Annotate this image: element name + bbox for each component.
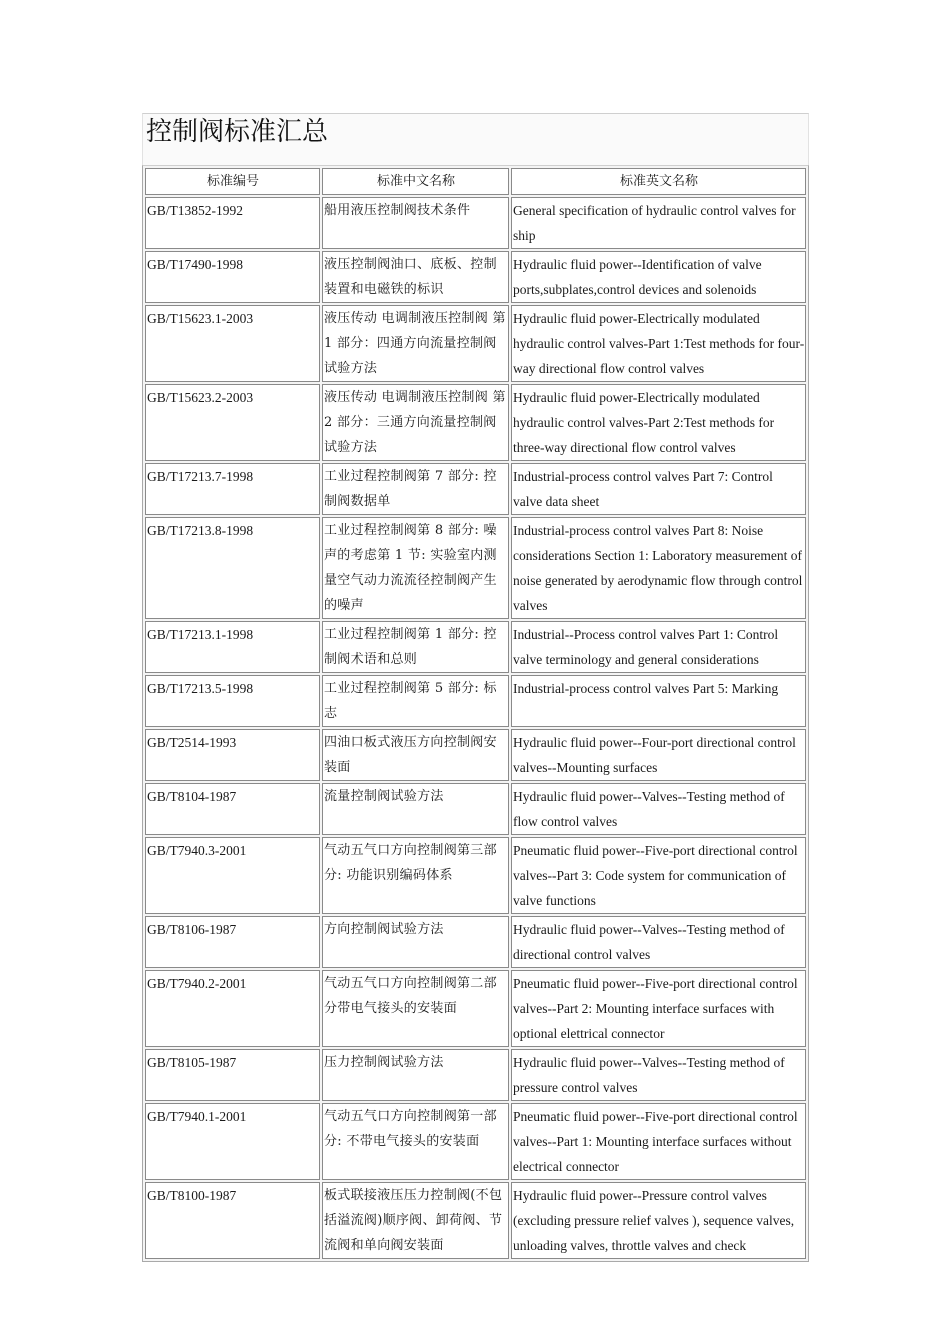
- table-row: [145, 970, 806, 1047]
- english-name-cell: Pneumatic fluid power--Five-port directional control valves--Part 2: Mounting interface surfaces with optional elettrical connector: [511, 970, 806, 1047]
- table-row: [145, 621, 806, 673]
- chinese-name-cell: 气动五气口方向控制阀第三部分: 功能识别编码体系: [322, 837, 509, 914]
- chinese-name-cell: 工业过程控制阀第 8 部分: 噪声的考虑第 1 节: 实验室内测量空气动力流流径控制阀产生的噪声: [322, 517, 509, 619]
- table-row: [145, 729, 806, 781]
- table-row: [145, 384, 806, 461]
- english-name-cell: Hydraulic fluid power--Four-port directional control valves--Mounting surfaces: [511, 729, 806, 781]
- english-name-cell: Industrial-process control valves Part 7: Control valve data sheet: [511, 463, 806, 515]
- chinese-name-cell: 气动五气口方向控制阀第二部分带电气接头的安装面: [322, 970, 509, 1047]
- table-row: [145, 197, 806, 249]
- header-cn-name: 标准中文名称: [322, 168, 509, 195]
- standard-code-cell: GB/T8104-1987: [145, 783, 320, 835]
- chinese-name-cell: 气动五气口方向控制阀第一部分: 不带电气接头的安装面: [322, 1103, 509, 1180]
- standard-code-cell: GB/T15623.2-2003: [145, 384, 320, 461]
- standards-table: [142, 165, 809, 1262]
- standard-code-cell: GB/T2514-1993: [145, 729, 320, 781]
- chinese-name-cell: 方向控制阀试验方法: [322, 916, 509, 968]
- table-row: [145, 837, 806, 914]
- standard-code-cell: GB/T17490-1998: [145, 251, 320, 303]
- english-name-cell: Hydraulic fluid power--Pressure control valves (excluding pressure relief valves ), sequence valves, unloading valves, throttle valves and check: [511, 1182, 806, 1259]
- standard-code-cell: GB/T17213.5-1998: [145, 675, 320, 727]
- chinese-name-cell: 液压传动 电调制液压控制阀 第 1 部分：四通方向流量控制阀试验方法: [322, 305, 509, 382]
- english-name-cell: General specification of hydraulic control valves for ship: [511, 197, 806, 249]
- english-name-cell: Industrial-process control valves Part 5: Marking: [511, 675, 806, 727]
- table-row: [145, 675, 806, 727]
- english-name-cell: Hydraulic fluid power--Valves--Testing method of flow control valves: [511, 783, 806, 835]
- table-row: [145, 463, 806, 515]
- standard-code-cell: GB/T17213.1-1998: [145, 621, 320, 673]
- page-title: 控制阀标准汇总: [146, 117, 329, 147]
- english-name-cell: Hydraulic fluid power--Identification of valve ports,subplates,control devices and solenoids: [511, 251, 806, 303]
- title-bar: [142, 113, 809, 165]
- standard-code-cell: GB/T8106-1987: [145, 916, 320, 968]
- chinese-name-cell: 液压传动 电调制液压控制阀 第 2 部分：三通方向流量控制阀试验方法: [322, 384, 509, 461]
- standard-code-cell: GB/T17213.8-1998: [145, 517, 320, 619]
- standard-code-cell: GB/T17213.7-1998: [145, 463, 320, 515]
- english-name-cell: Pneumatic fluid power--Five-port directional control valves--Part 3: Code system for communication of valve functions: [511, 837, 806, 914]
- chinese-name-cell: 四油口板式液压方向控制阀安装面: [322, 729, 509, 781]
- english-name-cell: Hydraulic fluid power--Valves--Testing method of directional control valves: [511, 916, 806, 968]
- chinese-name-cell: 工业过程控制阀第 5 部分: 标志: [322, 675, 509, 727]
- header-code: 标准编号: [145, 168, 320, 195]
- chinese-name-cell: 船用液压控制阀技术条件: [322, 197, 509, 249]
- document: [142, 113, 809, 1262]
- standard-code-cell: GB/T13852-1992: [145, 197, 320, 249]
- standard-code-cell: GB/T8100-1987: [145, 1182, 320, 1259]
- chinese-name-cell: 流量控制阀试验方法: [322, 783, 509, 835]
- table-row: [145, 916, 806, 968]
- table-row: [145, 517, 806, 619]
- standard-code-cell: GB/T7940.3-2001: [145, 837, 320, 914]
- chinese-name-cell: 工业过程控制阀第 1 部分: 控制阀术语和总则: [322, 621, 509, 673]
- chinese-name-cell: 液压控制阀油口、底板、控制装置和电磁铁的标识: [322, 251, 509, 303]
- table-row: [145, 783, 806, 835]
- table-body: [145, 197, 806, 1259]
- english-name-cell: Hydraulic fluid power--Valves--Testing method of pressure control valves: [511, 1049, 806, 1101]
- english-name-cell: Hydraulic fluid power-Electrically modulated hydraulic control valves-Part 1:Test methods for four-way directional flow control valves: [511, 305, 806, 382]
- english-name-cell: Industrial--Process control valves Part 1: Control valve terminology and general considerations: [511, 621, 806, 673]
- standard-code-cell: GB/T7940.2-2001: [145, 970, 320, 1047]
- english-name-cell: Industrial-process control valves Part 8: Noise considerations Section 1: Laboratory measurement of noise generated by aerodynamic flow through control valves: [511, 517, 806, 619]
- table-row: [145, 1049, 806, 1101]
- table-row: [145, 251, 806, 303]
- chinese-name-cell: 工业过程控制阀第 7 部分: 控制阀数据单: [322, 463, 509, 515]
- english-name-cell: Hydraulic fluid power-Electrically modulated hydraulic control valves-Part 2:Test methods for three-way directional flow control valves: [511, 384, 806, 461]
- table-row: [145, 1103, 806, 1180]
- english-name-cell: Pneumatic fluid power--Five-port directional control valves--Part 1: Mounting interface surfaces without electrical connector: [511, 1103, 806, 1180]
- chinese-name-cell: 压力控制阀试验方法: [322, 1049, 509, 1101]
- header-en-name: 标准英文名称: [511, 168, 806, 195]
- standard-code-cell: GB/T8105-1987: [145, 1049, 320, 1101]
- table-row: [145, 305, 806, 382]
- standard-code-cell: GB/T7940.1-2001: [145, 1103, 320, 1180]
- table-row: [145, 1182, 806, 1259]
- table-header-row: [145, 168, 806, 195]
- standard-code-cell: GB/T15623.1-2003: [145, 305, 320, 382]
- chinese-name-cell: 板式联接液压压力控制阀(不包括溢流阀)顺序阀、卸荷阀、节流阀和单向阀安装面: [322, 1182, 509, 1259]
